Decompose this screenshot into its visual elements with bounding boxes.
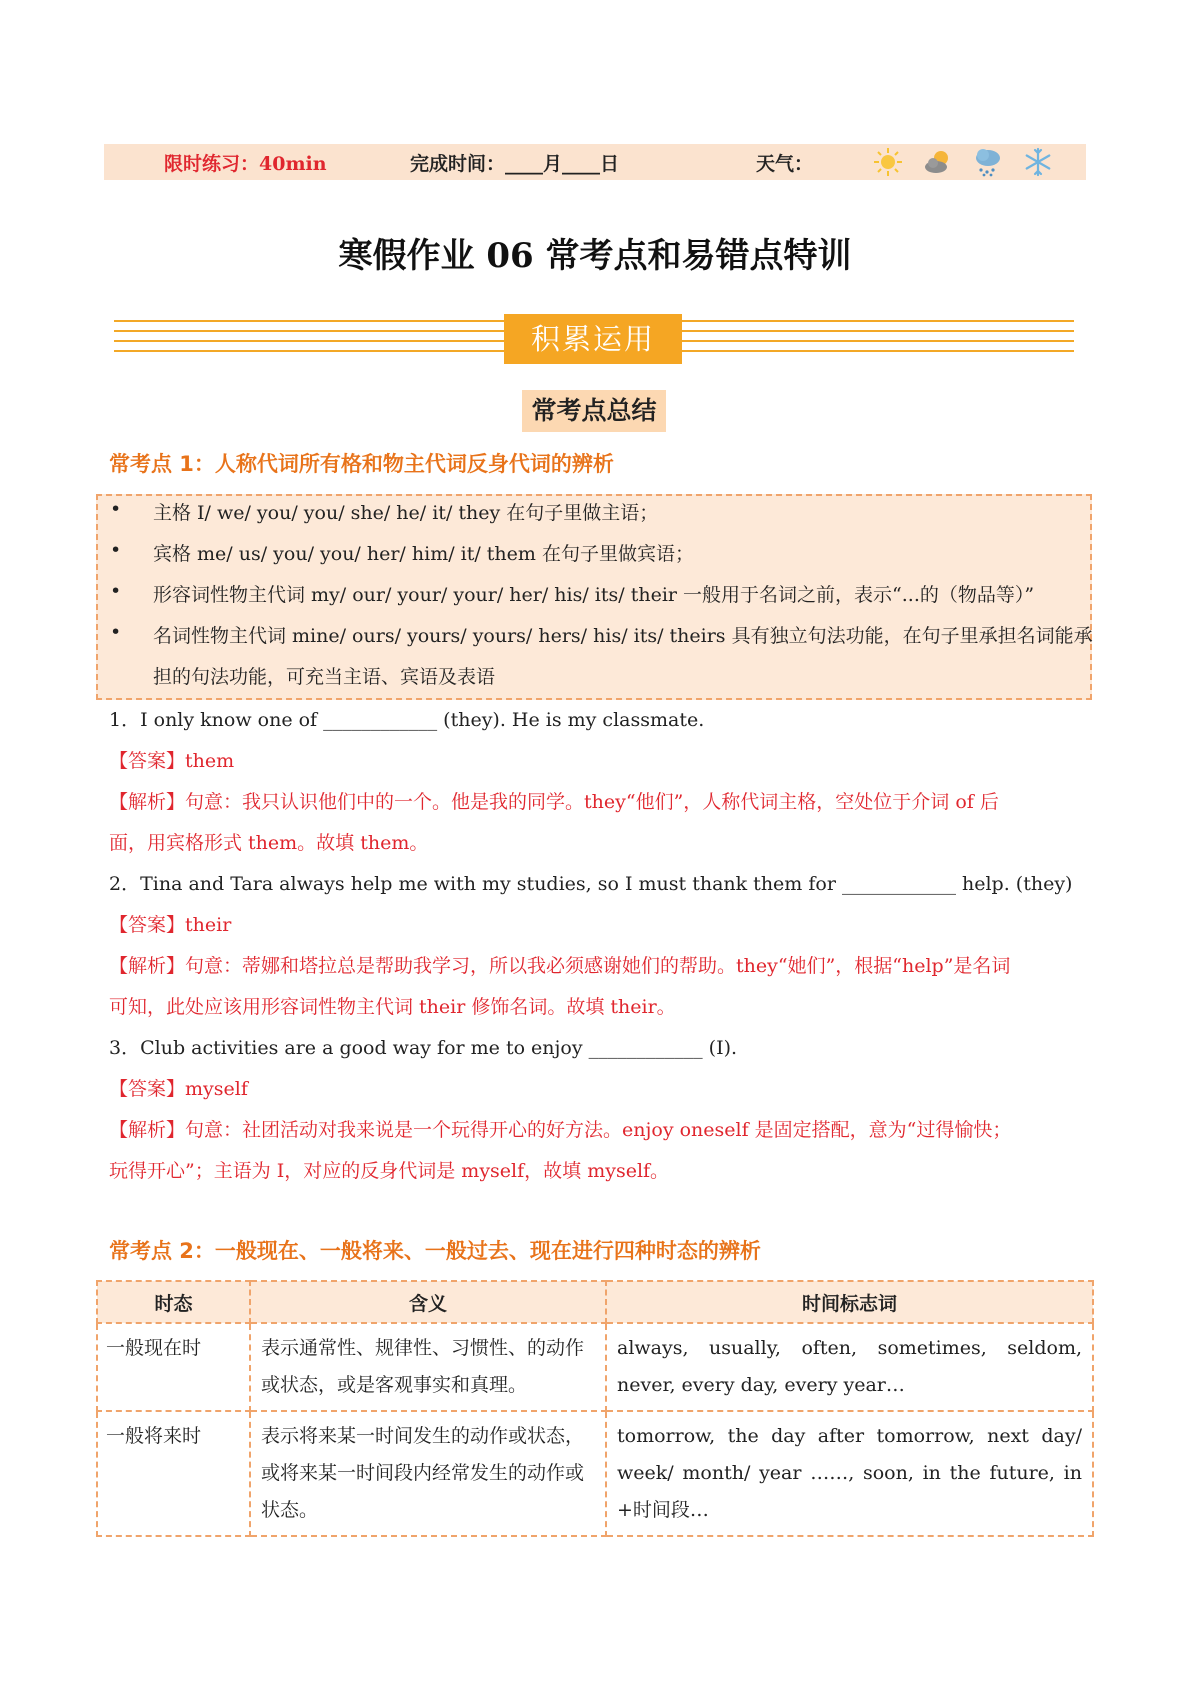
summary-line: 担的句法功能，可充当主语、宾语及表语 bbox=[153, 666, 496, 688]
explanation-1-cont: 面，用宾格形式 them。故填 them。 bbox=[109, 832, 429, 854]
time-limit: 限时练习：40min bbox=[164, 152, 327, 175]
practice-header bbox=[104, 144, 1086, 180]
bullet: • bbox=[110, 621, 122, 643]
summary-line: 宾格 me/ us/ you/ you/ her/ him/ it/ them 在句子里做宾语； bbox=[153, 543, 694, 565]
section-banner: 积累运用 bbox=[504, 314, 682, 364]
tense-cell: 一般现在时 bbox=[97, 1323, 250, 1411]
explanation-2: 【解析】句意：蒂娜和塔拉总是帮助我学习，所以我必须感谢她们的帮助。they“她们”，根据“help”是名词 bbox=[109, 955, 1011, 977]
explanation-3: 【解析】句意：社团活动对我来说是一个玩得开心的好方法。enjoy oneself 是固定搭配，意为“过得愉快； bbox=[109, 1119, 1012, 1141]
key-point-2-title: 常考点 2：一般现在、一般将来、一般过去、现在进行四种时态的辨析 bbox=[109, 1239, 761, 1263]
explanation-1: 【解析】句意：我只认识他们中的一个。他是我的同学。they“他们”，人称代词主格，空处位于介词 of 后 bbox=[109, 791, 999, 813]
meaning-cell: 表示将来某一时间发生的动作或状态，或将来某一时间段内经常发生的动作或状态。 bbox=[250, 1411, 606, 1536]
column-header: 时间标志词 bbox=[606, 1281, 1093, 1323]
page-title: 寒假作业 06 常考点和易错点特训 bbox=[338, 236, 852, 276]
completion-time: 完成时间：____月____日 bbox=[410, 152, 620, 175]
bullet: • bbox=[110, 498, 122, 520]
sun-icon bbox=[872, 146, 904, 178]
tense-cell: 一般将来时 bbox=[97, 1411, 250, 1536]
meaning-cell: 表示通常性、规律性、习惯性、的动作或状态，或是客观事实和真理。 bbox=[250, 1323, 606, 1411]
markers-cell: tomorrow, the day after tomorrow, next day/ week/ month/ year ……, soon, in the future, in +时间段… bbox=[606, 1411, 1093, 1536]
cloudy-icon bbox=[922, 146, 954, 178]
summary-line: 名词性物主代词 mine/ ours/ yours/ yours/ hers/ his/ its/ theirs 具有独立句法功能，在句子里承担名词能承 bbox=[153, 625, 1093, 647]
section-subtitle: 常考点总结 bbox=[522, 390, 666, 432]
explanation-3-cont: 玩得开心”；主语为 I，对应的反身代词是 myself，故填 myself。 bbox=[109, 1160, 670, 1182]
table-row bbox=[97, 1323, 1093, 1411]
bullet: • bbox=[110, 580, 122, 602]
answer-2: 【答案】their bbox=[109, 914, 232, 936]
question-2: 2．Tina and Tara always help me with my studies, so I must thank them for ____________ help. (they) bbox=[109, 873, 1073, 895]
storm-icon bbox=[972, 146, 1004, 178]
answer-1: 【答案】them bbox=[109, 750, 235, 772]
table-header-row bbox=[97, 1281, 1093, 1323]
tense-table bbox=[96, 1280, 1094, 1537]
weather-label: 天气： bbox=[756, 152, 814, 175]
column-header: 含义 bbox=[250, 1281, 606, 1323]
question-1: 1．I only know one of ____________ (they). He is my classmate. bbox=[109, 709, 705, 731]
key-point-1-title: 常考点 1：人称代词所有格和物主代词反身代词的辨析 bbox=[109, 452, 614, 476]
summary-line: 形容词性物主代词 my/ our/ your/ your/ her/ his/ its/ their 一般用于名词之前，表示“...的（物品等）” bbox=[153, 584, 1035, 606]
explanation-2-cont: 可知，此处应该用形容词性物主代词 their 修饰名词。故填 their。 bbox=[109, 996, 676, 1018]
question-3: 3．Club activities are a good way for me to enjoy ____________ (I). bbox=[109, 1037, 738, 1059]
answer-3: 【答案】myself bbox=[109, 1078, 248, 1100]
bullet: • bbox=[110, 539, 122, 561]
column-header: 时态 bbox=[97, 1281, 250, 1323]
markers-cell: always, usually, often, sometimes, seldom, never, every day, every year… bbox=[606, 1323, 1093, 1411]
snow-icon bbox=[1022, 146, 1054, 178]
table-row bbox=[97, 1411, 1093, 1536]
summary-line: 主格 I/ we/ you/ you/ she/ he/ it/ they 在句子里做主语； bbox=[153, 502, 659, 524]
